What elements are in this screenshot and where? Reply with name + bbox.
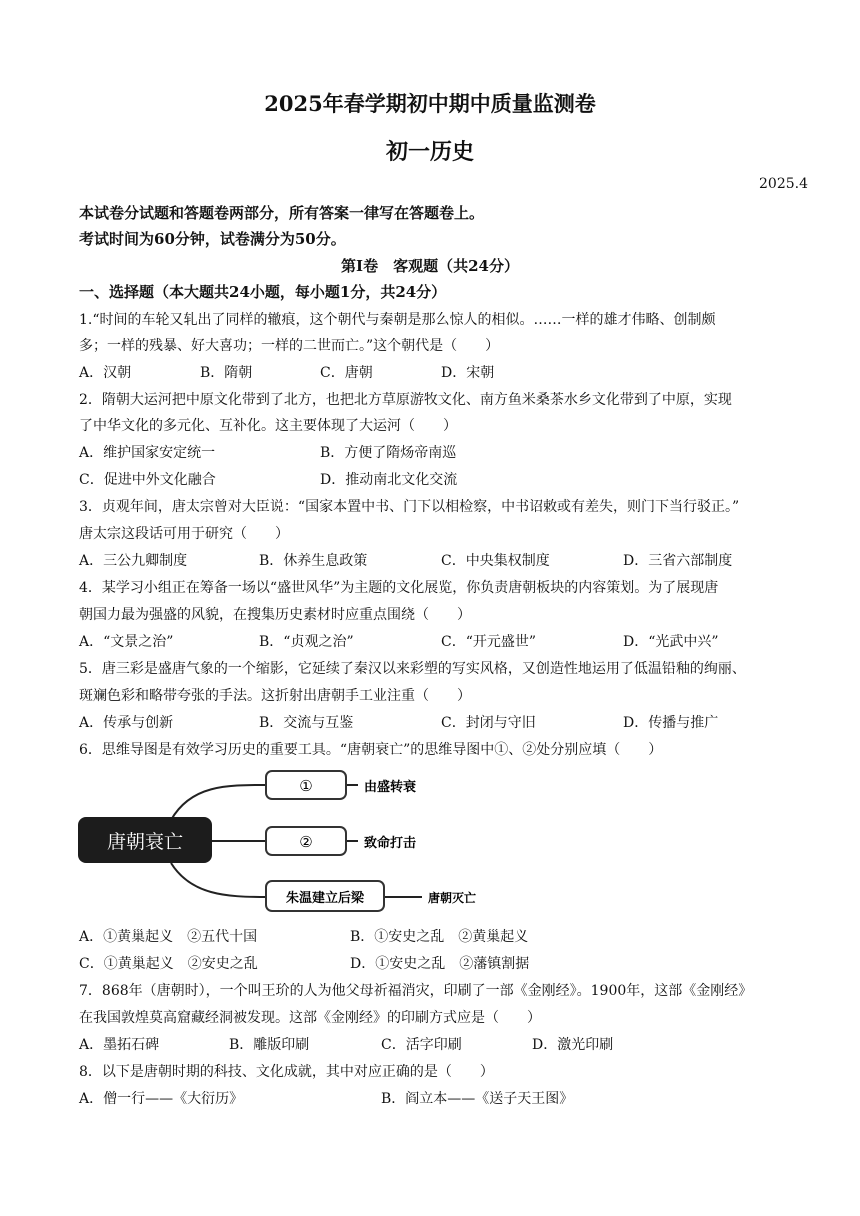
q1-option-c: C．唐朝 (320, 365, 373, 381)
q5-option-d: D．传播与推广 (623, 715, 719, 731)
q3-option-c: C．中央集权制度 (441, 553, 550, 569)
q7-option-b: B．雕版印刷 (229, 1037, 310, 1053)
q7-stem-line2: 在我国敦煌莫高窟藏经洞被发现。这部《金刚经》的印刷方式应是（ ） (79, 1010, 541, 1026)
q4-stem-line1: 4．某学习小组正在筹备一场以“盛世风华”为主题的文化展览，你负责唐朝板块的内容策划。为了展现唐 (79, 580, 719, 596)
q6-option-d: D．①安史之乱 ②藩镇割据 (350, 956, 530, 972)
exam-note-1: 本试卷分试题和答题卷两部分，所有答案一律写在答题卷上。 (79, 204, 485, 222)
q6-stem-line1: 6．思维导图是有效学习历史的重要工具。“唐朝衰亡”的思维导图中①、②处分别应填（ ） (79, 742, 663, 758)
q3-stem-line1: 3．贞观年间，唐太宗曾对大臣说：“国家本置中书、门下以相检察，中书诏敕或有差失，则门下当行驳正。” (79, 499, 740, 515)
q3-stem-line2: 唐太宗这段话可用于研究（ ） (79, 526, 289, 542)
mindmap-center-label: 唐朝衰亡 (106, 831, 184, 853)
q4-option-d: D．“光武中兴” (623, 634, 719, 650)
q4-stem-line2: 朝国力最为强盛的风貌，在搜集历史素材时应重点围绕（ ） (79, 607, 471, 623)
q7-option-c: C．活字印刷 (381, 1037, 462, 1053)
q1-stem-line1: 1.“时间的车轮又轧出了同样的辙痕，这个朝代与秦朝是那么惊人的相似。……一样的雄才伟略、创制颇 (79, 312, 716, 328)
q4-option-b: B．“贞观之治” (259, 634, 354, 650)
q8-stem-line1: 8．以下是唐朝时期的科技、文化成就，其中对应正确的是（ ） (79, 1064, 494, 1080)
q2-option-c: C．促进中外文化融合 (79, 472, 216, 488)
q5-stem-line1: 5．唐三彩是盛唐气象的一个缩影，它延续了秦汉以来彩塑的写实风格，又创造性地运用了低温铅釉的绚丽、 (79, 661, 746, 677)
q2-option-b: B．方便了隋炀帝南巡 (320, 445, 457, 461)
q1-option-d: D．宋朝 (441, 365, 495, 381)
q6-option-a: A．①黄巢起义 ②五代十国 (79, 929, 258, 945)
q4-option-a: A．“文景之治” (79, 634, 174, 650)
mindmap-branch-3 (171, 863, 266, 897)
q5-option-c: C．封闭与守旧 (441, 715, 536, 731)
mindmap-branch-1 (171, 785, 266, 820)
q1-option-b: B．隋朝 (200, 365, 253, 381)
q1-stem-line2: 多；一样的残暴、好大喜功；一样的二世而亡。”这个朝代是（ ） (79, 338, 500, 354)
mindmap-node-1-label: ① (299, 777, 313, 795)
q3-option-d: D．三省六部制度 (623, 553, 733, 569)
q2-option-d: D．推动南北文化交流 (320, 472, 458, 488)
q4-option-c: C．“开元盛世” (441, 634, 537, 650)
q5-option-b: B．交流与互鉴 (259, 715, 354, 731)
exam-title: 2025年春学期初中期中质量监测卷 (264, 91, 596, 116)
section-heading: 一、选择题（本大题共24小题，每小题1分，共24分） (79, 283, 447, 301)
q3-option-b: B．休养生息政策 (259, 553, 368, 569)
q7-option-d: D．激光印刷 (532, 1037, 614, 1053)
mindmap-node-2-label: ② (299, 833, 313, 851)
q7-stem-line1: 7．868年（唐朝时），一个叫王玠的人为他父母祈福消灾，印刷了一部《金刚经》。1900年，这部《金刚经》 (79, 983, 753, 999)
q8-option-b: B．阎立本——《送子天王图》 (381, 1091, 574, 1107)
q1-option-a: A．汉朝 (79, 365, 132, 381)
mindmap-result-3: 唐朝灭亡 (428, 891, 476, 905)
q8-option-a: A．僧一行——《大衍历》 (79, 1091, 244, 1107)
q6-option-b: B．①安史之乱 ②黄巢起义 (350, 929, 529, 945)
part-heading: 第Ⅰ卷 客观题（共24分） (341, 257, 519, 275)
q2-stem-line1: 2．隋朝大运河把中原文化带到了北方，也把北方草原游牧文化、南方鱼米桑茶水乡文化带到了中原，实现 (79, 392, 732, 408)
exam-note-2: 考试时间为60分钟，试卷满分为50分。 (79, 230, 346, 248)
q2-option-a: A．维护国家安定统一 (79, 445, 216, 461)
q3-option-a: A．三公九卿制度 (79, 553, 188, 569)
mindmap-node-3-label: 朱温建立后梁 (285, 891, 365, 906)
q2-stem-line2: 了中华文化的多元化、互补化。这主要体现了大运河（ ） (79, 418, 457, 434)
mindmap-result-2: 致命打击 (364, 836, 417, 851)
q6-option-c: C．①黄巢起义 ②安史之乱 (79, 956, 258, 972)
mindmap-diagram (76, 765, 476, 915)
q5-option-a: A．传承与创新 (79, 715, 174, 731)
q5-stem-line2: 斑斓色彩和略带夸张的手法。这折射出唐朝手工业注重（ ） (79, 688, 471, 704)
q7-option-a: A．墨拓石碑 (79, 1037, 160, 1053)
exam-date: 2025.4 (759, 176, 808, 192)
exam-subject: 初一历史 (385, 139, 474, 165)
mindmap-result-1: 由盛转衰 (364, 780, 417, 795)
